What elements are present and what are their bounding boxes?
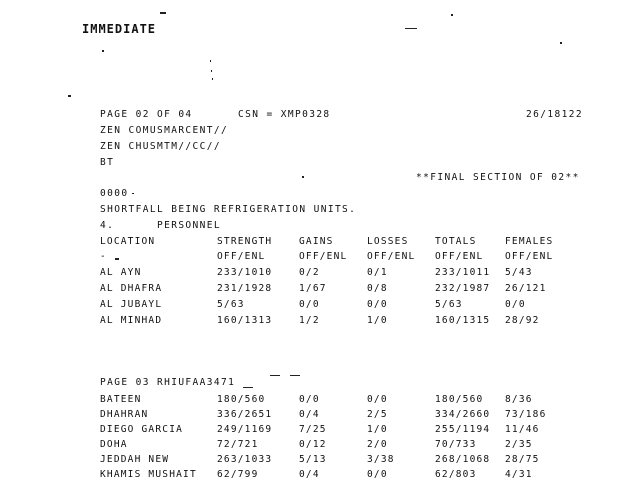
cell-totals: 268/1068 (435, 454, 491, 465)
stray-mark (270, 375, 280, 376)
scan-speck (560, 42, 562, 44)
cell-strength: 5/63 (217, 299, 245, 310)
cell-location: DOHA (100, 439, 128, 450)
cell-females: 26/121 (505, 283, 547, 294)
cell-location: JEDDAH NEW (100, 454, 170, 465)
cell-location: AL JUBAYL (100, 299, 163, 310)
cell-females: 5/43 (505, 267, 533, 278)
cell-losses: 0/0 (367, 469, 388, 480)
scan-speck (115, 258, 119, 260)
final-section-note: **FINAL SECTION OF 02** (416, 172, 580, 183)
cell-gains: 0/4 (299, 409, 320, 420)
scan-speck (405, 28, 417, 29)
cell-strength: 160/1313 (217, 315, 273, 326)
cell-gains: 0/0 (299, 299, 320, 310)
cell-gains: 0/12 (299, 439, 327, 450)
scan-speck (211, 70, 212, 72)
cell-losses: 0/0 (367, 394, 388, 405)
scan-speck (212, 78, 213, 80)
cell-gains: 0/0 (299, 394, 320, 405)
cell-totals: 232/1987 (435, 283, 491, 294)
table-row (100, 267, 533, 278)
column-header: STRENGTH (217, 236, 273, 247)
table-subheader-row (100, 251, 554, 262)
cell-strength: 231/1928 (217, 283, 273, 294)
cell-females: 73/186 (505, 409, 547, 420)
cell-location: AL AYN (100, 267, 142, 278)
section-heading: 4. PERSONNEL (100, 220, 222, 231)
column-subheader: OFF/ENL (367, 251, 416, 262)
table-row (100, 283, 547, 294)
cell-location: DIEGO GARCIA (100, 424, 184, 435)
cell-totals: 5/63 (435, 299, 463, 310)
table-row (100, 394, 533, 405)
column-header: FEMALES (505, 236, 554, 247)
cell-losses: 0/1 (367, 267, 388, 278)
csn-number: CSN = XMP0328 (238, 109, 331, 120)
page-three-header: PAGE 03 RHIUFAA3471 (100, 377, 236, 388)
cell-location: DHAHRAN (100, 409, 149, 420)
cell-location: AL MINHAD (100, 315, 163, 326)
routing-line: ZEN COMUSMARCENT// (100, 125, 229, 136)
cell-totals: 62/803 (435, 469, 477, 480)
cell-strength: 249/1169 (217, 424, 273, 435)
body-line: 0000 (100, 188, 129, 199)
table-row (100, 454, 540, 465)
column-subheader: OFF/ENL (505, 251, 554, 262)
cell-totals: 70/733 (435, 439, 477, 450)
table-header-row (100, 236, 554, 247)
cell-females: 2/35 (505, 439, 533, 450)
column-header: LOCATION (100, 236, 156, 247)
cell-totals: 255/1194 (435, 424, 491, 435)
cell-location: BATEEN (100, 394, 142, 405)
cell-strength: 233/1010 (217, 267, 273, 278)
cell-totals: 334/2660 (435, 409, 491, 420)
cell-strength: 62/799 (217, 469, 259, 480)
page-number: PAGE 02 OF 04 (100, 109, 193, 120)
body-line: SHORTFALL BEING REFRIGERATION UNITS. (100, 204, 357, 215)
cell-females: 8/36 (505, 394, 533, 405)
scan-speck (302, 176, 304, 178)
cell-gains: 7/25 (299, 424, 327, 435)
priority-heading: IMMEDIATE (82, 22, 157, 36)
cell-strength: 72/721 (217, 439, 259, 450)
cell-gains: 1/67 (299, 283, 327, 294)
cell-strength: 180/560 (217, 394, 266, 405)
cell-totals: 233/1011 (435, 267, 491, 278)
personnel-table (100, 236, 554, 326)
column-subheader: - (100, 251, 107, 262)
cell-strength: 263/1033 (217, 454, 273, 465)
cell-totals: 160/1315 (435, 315, 491, 326)
cell-gains: 1/2 (299, 315, 320, 326)
cell-gains: 0/4 (299, 469, 320, 480)
stray-mark (290, 375, 300, 376)
column-header: GAINS (299, 236, 334, 247)
personnel-table-continued (100, 394, 547, 480)
cell-losses: 1/0 (367, 424, 388, 435)
scan-speck (102, 50, 104, 52)
cell-losses: 0/0 (367, 299, 388, 310)
column-header: TOTALS (435, 236, 477, 247)
routing-line: ZEN CHUSMTM//CC// (100, 141, 222, 152)
cell-females: 28/75 (505, 454, 540, 465)
table-row (100, 315, 540, 326)
column-subheader: OFF/ENL (435, 251, 484, 262)
date-time-group: 26/18122 (526, 109, 583, 120)
scan-speck (68, 95, 71, 97)
cell-strength: 336/2651 (217, 409, 273, 420)
cell-females: 4/31 (505, 469, 533, 480)
table-row (100, 469, 533, 480)
cell-totals: 180/560 (435, 394, 484, 405)
cell-gains: 0/2 (299, 267, 320, 278)
cell-losses: 1/0 (367, 315, 388, 326)
cell-females: 28/92 (505, 315, 540, 326)
scan-speck (210, 60, 211, 62)
column-subheader: OFF/ENL (217, 251, 266, 262)
stray-mark (243, 387, 253, 388)
table-row (100, 409, 547, 420)
scan-speck (132, 193, 134, 194)
cell-losses: 2/5 (367, 409, 388, 420)
scan-speck (451, 14, 453, 16)
scan-speck (160, 12, 166, 14)
table-row (100, 439, 533, 450)
cell-losses: 2/0 (367, 439, 388, 450)
column-header: LOSSES (367, 236, 409, 247)
cell-location: KHAMIS MUSHAIT (100, 469, 197, 480)
cell-losses: 3/38 (367, 454, 395, 465)
cell-gains: 5/13 (299, 454, 327, 465)
routing-line: BT (100, 157, 115, 168)
cell-location: AL DHAFRA (100, 283, 163, 294)
cell-losses: 0/8 (367, 283, 388, 294)
table-row (100, 424, 540, 435)
table-row (100, 299, 526, 310)
cell-females: 0/0 (505, 299, 526, 310)
column-subheader: OFF/ENL (299, 251, 348, 262)
cell-females: 11/46 (505, 424, 540, 435)
